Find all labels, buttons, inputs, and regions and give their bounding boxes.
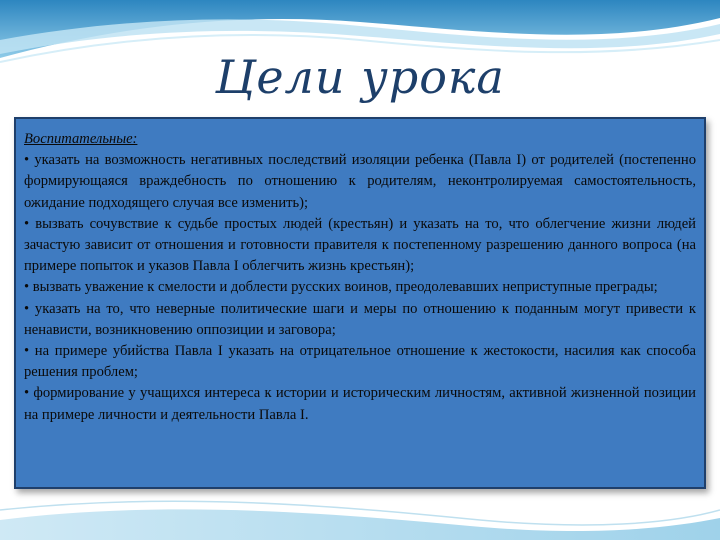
goal-item: • на примере убийства Павла I указать на отрицательное отношение к жестокости, насилия как способа решения проблем; (24, 343, 696, 381)
section-heading: Воспитательные: (24, 131, 138, 147)
slide-title: Цели урока (215, 50, 505, 104)
goal-item: • вызвать уважение к смелости и доблести русских воинов, преодолевавших неприступные преграды; (24, 279, 658, 296)
goal-item: • формирование у учащихся интереса к истории и историческим личностям, активной жизненной позиции на примере личности и деятельности Павла I. (24, 385, 696, 423)
goal-item: • указать на возможность негативных последствий изоляции ребенка (Павла I) от родителей (постепенно формирующаяся враждебность по отношению к родителям, неконтролируемая самостоятельность, ожидание подходящего случая все изменить); (24, 152, 696, 211)
goals-content-box (14, 117, 706, 489)
goal-item: • указать на то, что неверные политические шаги и меры по отношению к поданным могут привести к ненависти, возникновению оппозиции и заговора; (24, 300, 696, 338)
goal-item: • вызвать сочувствие к судьбе простых людей (крестьян) и указать на то, что облегчение жизни людей зачастую зависит от отношения и готовности правителя к постепенному разрешению данного вопроса (на примере попыток и указов Павла I облегчить жизнь крестьян); (24, 215, 696, 275)
